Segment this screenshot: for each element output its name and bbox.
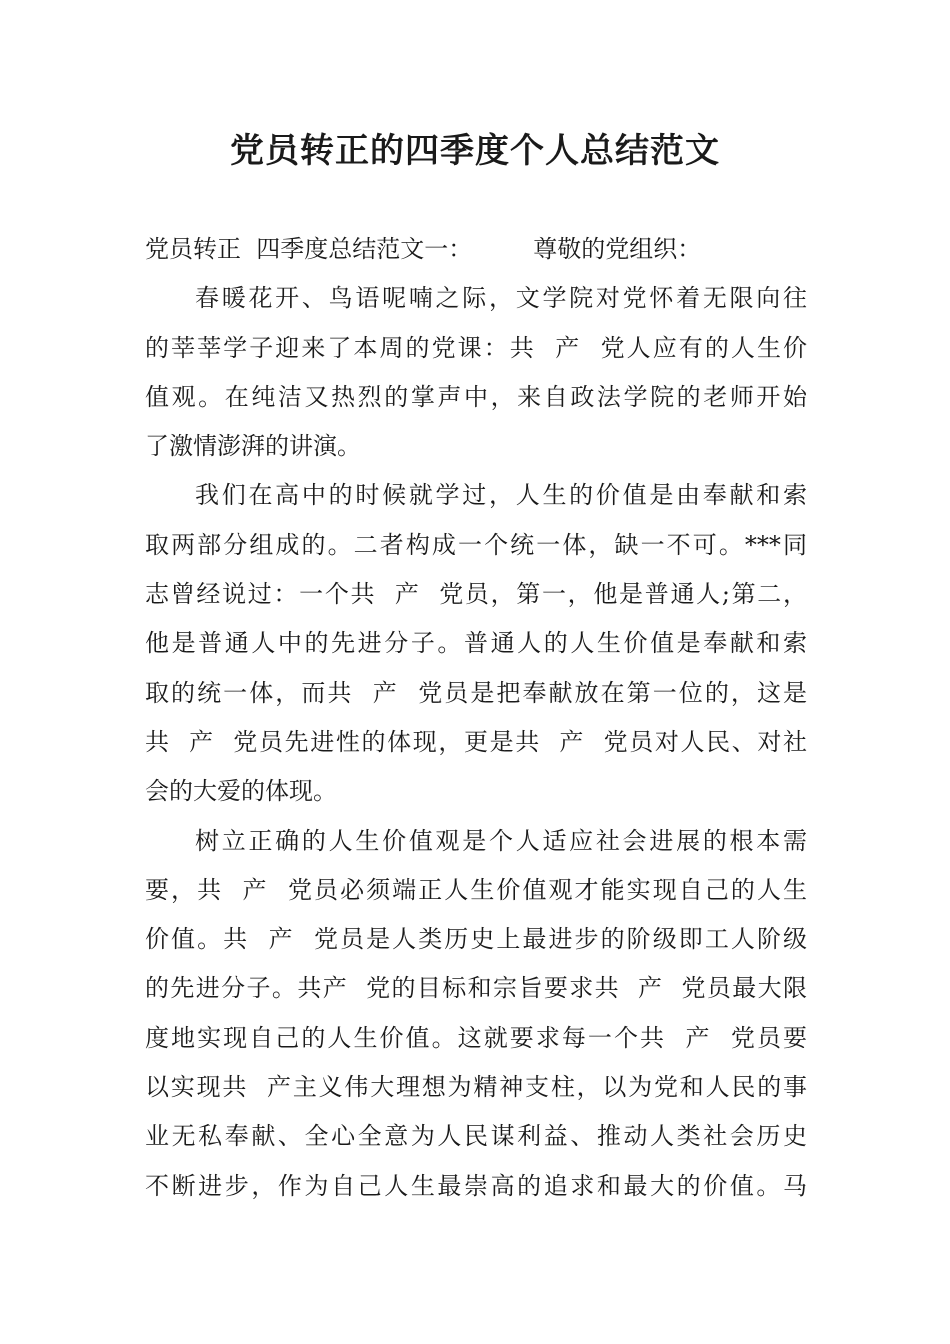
text-line: 党员转正 四季度总结范文一： 尊敬的党组织：: [145, 235, 702, 263]
text-line: 树立正确的人生价值观是个人适应社会进展的根本需: [195, 826, 807, 855]
text-line: 的莘莘学子迎来了本周的党课：共 产 党人应有的人生价: [145, 333, 807, 362]
text-line: 不断进步，作为自己人生最崇高的追求和最大的价值。马: [145, 1171, 807, 1200]
text-line: 他是普通人中的先进分子。普通人的人生价值是奉献和索: [145, 629, 807, 658]
text-line: 春暖花开、鸟语呢喃之际，文学院对党怀着无限向往: [195, 284, 807, 313]
text-line: 价值。共 产 党员是人类历史上最进步的阶级即工人阶级: [145, 925, 807, 954]
text-line: 值观。在纯洁又热烈的掌声中，来自政法学院的老师开始: [145, 382, 807, 411]
text-line: 的先进分子。共产 党的目标和宗旨要求共 产 党员最大限: [145, 974, 807, 1003]
text-line: 志曾经说过：一个共 产 党员，第一，他是普通人;第二，: [145, 580, 807, 609]
text-line: 要，共 产 党员必须端正人生价值观才能实现自己的人生: [145, 875, 807, 904]
text-line: 共 产 党员先进性的体现，更是共 产 党员对人民、对社: [145, 727, 807, 756]
text-line: 取两部分组成的。二者构成一个统一体，缺一不可。***同: [145, 530, 807, 559]
text-line: 取的统一体，而共 产 党员是把奉献放在第一位的，这是: [145, 678, 807, 707]
text-line: 业无私奉献、全心全意为人民谋利益、推动人类社会历史: [145, 1122, 807, 1151]
text-line: 会的大爱的体现。: [145, 777, 337, 806]
document-title: 党员转正的四季度个人总结范文: [230, 131, 720, 171]
text-line: 我们在高中的时候就学过，人生的价值是由奉献和索: [195, 481, 807, 510]
text-line: 了激情澎湃的讲演。: [145, 432, 361, 461]
text-line: 度地实现自己的人生价值。这就要求每一个共 产 党员要: [145, 1023, 807, 1052]
text-line: 以实现共 产主义伟大理想为精神支柱，以为党和人民的事: [145, 1073, 807, 1102]
document-body: [145, 225, 807, 1211]
